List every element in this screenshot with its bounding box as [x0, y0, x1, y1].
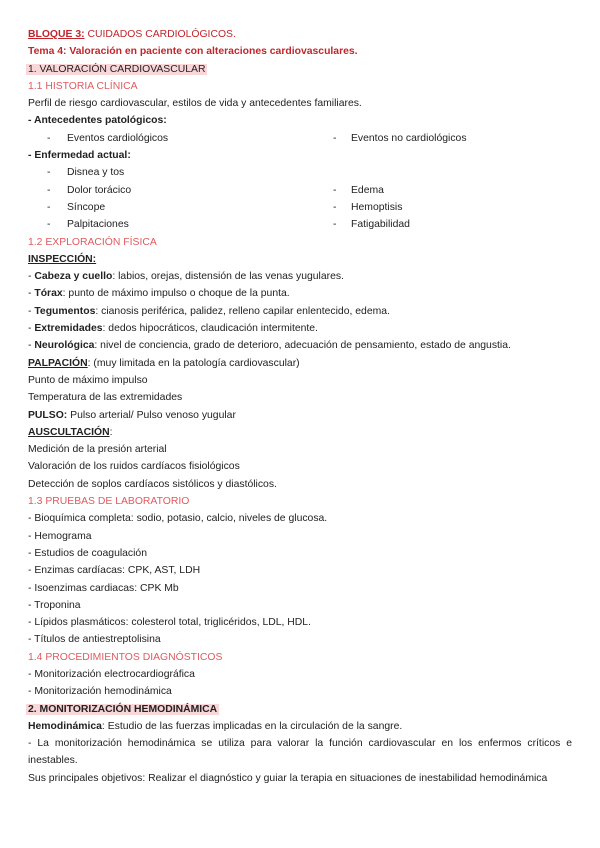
inspeccion-title: INSPECCIÓN:: [28, 253, 97, 265]
palpacion-title: PALPACIÓN: [28, 357, 88, 369]
item-label: Tórax: [34, 288, 63, 300]
procedure-item: - Monitorización hemodinámica: [28, 686, 172, 698]
list-item: Hemoptisis: [351, 201, 403, 213]
section-1-1-title: 1.1 HISTORIA CLÍNICA: [28, 80, 138, 92]
auscultacion-title: AUSCULTACIÓN: [28, 426, 110, 438]
antecedentes-label: - Antecedentes patológicos:: [28, 115, 167, 127]
enfermedad-row: [28, 199, 572, 216]
list-item: Palpitaciones: [67, 219, 129, 231]
lab-item: - Isoenzimas cardiacas: CPK Mb: [28, 582, 179, 594]
dash: -: [47, 132, 51, 144]
definition-label: Hemodinámica: [28, 720, 102, 732]
pulso-label: PULSO:: [28, 409, 68, 421]
inspeccion-item: - Neurológica: nivel de conciencia, grado de deterioro, adecuación de pensamiento, estado de angustia.: [28, 340, 511, 352]
item-label: Tegumentos: [34, 305, 96, 317]
enfermedad-row: [28, 164, 572, 181]
tema-heading: Tema 4: Valoración en paciente con alteraciones cardiovasculares.: [28, 46, 358, 58]
list-item: Disnea y tos: [67, 167, 125, 179]
antecedentes-no-cardio: Eventos no cardiológicos: [351, 132, 467, 144]
dash: -: [47, 184, 51, 196]
inspeccion-item: - Cabeza y cuello: labios, orejas, distensión de las venas yugulares.: [28, 271, 344, 283]
list-item: Dolor torácico: [67, 184, 132, 196]
antecedentes-cardio: Eventos cardiológicos: [67, 132, 169, 144]
lab-item: - Troponina: [28, 599, 81, 611]
auscultacion-line: Valoración de los ruidos cardíacos fisiológicos: [28, 461, 240, 473]
list-item: Edema: [351, 184, 384, 196]
enfermedad-row: [28, 182, 572, 199]
item-label: Extremidades: [34, 323, 103, 335]
palpacion-note: : (muy limitada en la patología cardiovascular): [87, 357, 300, 369]
lab-item: - Títulos de antiestreptolisina: [28, 634, 161, 646]
dash: -: [47, 201, 51, 213]
enfermedad-row: [28, 216, 572, 233]
item-label: Cabeza y cuello: [34, 271, 113, 283]
lab-item: - Lípidos plasmáticos: colesterol total, triglicéridos, LDL, HDL.: [28, 617, 311, 629]
auscultacion-line: Medición de la presión arterial: [28, 444, 167, 456]
item-text: : labios, orejas, distensión de las venas yugulares.: [112, 271, 344, 283]
list-item: Síncope: [67, 201, 106, 213]
colon: :: [109, 426, 113, 438]
bloque-heading: [28, 26, 572, 43]
inspeccion-item: - Tórax: punto de máximo impulso o choque de la punta.: [28, 288, 290, 300]
lab-item: - Enzimas cardíacas: CPK, AST, LDH: [28, 565, 201, 577]
objetivos-paragraph: Sus principales objetivos: Realizar el diagnóstico y guiar la terapia en situaciones de inestabilidad hemodinámica: [28, 772, 548, 784]
auscultacion-line: Detección de soplos cardíacos sistólicos y diastólicos.: [28, 478, 277, 490]
inspeccion-item: - Extremidades: dedos hipocráticos, claudicación intermitente.: [28, 323, 318, 335]
section-2-title: 2. MONITORIZACIÓN HEMODINÁMICA: [28, 703, 218, 715]
monitorizacion-paragraph: - La monitorización hemodinámica se utiliza para valorar la función cardiovascular en los enfermos críticos e inestables.: [28, 738, 572, 767]
bloque-label: BLOQUE 3:: [28, 29, 85, 40]
section-1-title: 1. VALORACIÓN CARDIOVASCULAR: [28, 63, 206, 75]
dash: -: [333, 201, 337, 213]
lab-item: - Bioquímica completa: sodio, potasio, calcio, niveles de glucosa.: [28, 513, 328, 525]
palpacion-line: Temperatura de las extremidades: [28, 392, 183, 404]
lab-item: - Hemograma: [28, 530, 92, 542]
section-1-3-title: 1.3 PRUEBAS DE LABORATORIO: [28, 496, 190, 508]
inspeccion-item: - Tegumentos: cianosis periférica, palidez, relleno capilar enlentecido, edema.: [28, 305, 390, 317]
auscultacion-heading: [28, 424, 572, 441]
item-text: : punto de máximo impulso o choque de la punta.: [62, 288, 290, 300]
dash: -: [333, 132, 337, 144]
section-1-4-title: 1.4 PROCEDIMIENTOS DIAGNÓSTICOS: [28, 651, 223, 663]
dash: -: [47, 167, 51, 179]
palpacion-line: Punto de máximo impulso: [28, 374, 148, 386]
definition-text: : Estudio de las fuerzas implicadas en la circulación de la sangre.: [101, 720, 403, 732]
bloque-title: CUIDADOS CARDIOLÓGICOS.: [84, 29, 236, 40]
pulso-line: [28, 407, 572, 424]
hemodinamica-definition: [28, 718, 572, 735]
item-text: : nivel de conciencia, grado de deterioro, adecuación de pensamiento, estado de angustia.: [94, 340, 511, 352]
enfermedad-label: - Enfermedad actual:: [28, 150, 131, 162]
historia-intro: Perfil de riesgo cardiovascular, estilos de vida y antecedentes familiares.: [28, 98, 362, 110]
lab-item: - Estudios de coagulación: [28, 547, 147, 559]
antecedentes-row: [28, 130, 572, 147]
palpacion-heading: [28, 355, 572, 372]
section-1-2-title: 1.2 EXPLORACIÓN FÍSICA: [28, 236, 157, 248]
dash: -: [333, 184, 337, 196]
item-label: Neurológica: [34, 340, 95, 352]
item-text: : cianosis periférica, palidez, relleno capilar enlentecido, edema.: [95, 305, 390, 317]
pulso-text: Pulso arterial/ Pulso venoso yugular: [67, 409, 236, 421]
dash: -: [47, 219, 51, 231]
procedure-item: - Monitorización electrocardiográfica: [28, 668, 195, 680]
list-item: Fatigabilidad: [351, 219, 410, 231]
item-text: : dedos hipocráticos, claudicación intermitente.: [102, 323, 318, 335]
dash: -: [333, 219, 337, 231]
